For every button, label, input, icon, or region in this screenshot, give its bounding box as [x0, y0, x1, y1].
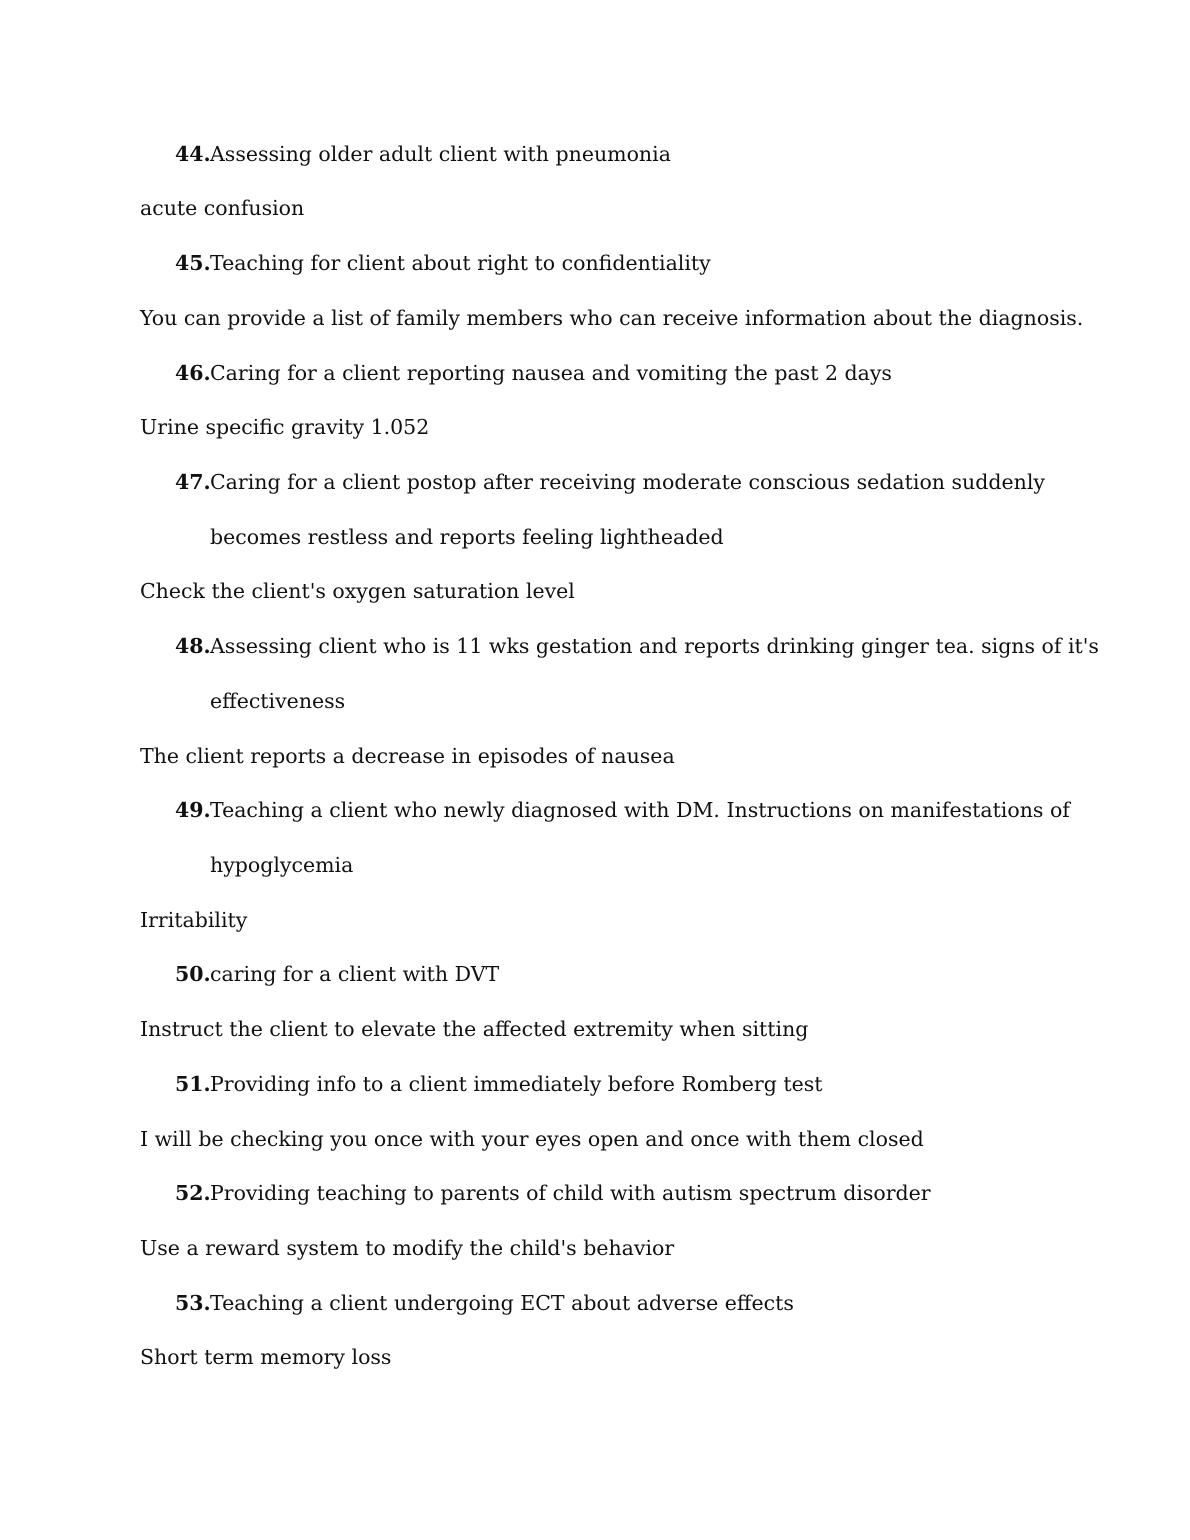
answer-45: You can provide a list of family members who can receive information about the diagnosis.	[140, 306, 1084, 330]
answer-46: Urine specific gravity 1.052	[140, 415, 430, 439]
question-number: 51.	[175, 1072, 211, 1096]
question-48	[175, 632, 1099, 660]
question-49	[175, 796, 1070, 824]
answer-48: The client reports a decrease in episodes of nausea	[140, 744, 675, 768]
question-number: 44.	[175, 142, 211, 166]
question-49-continuation: hypoglycemia	[210, 853, 354, 877]
question-53	[175, 1289, 794, 1317]
answer-47: Check the client's oxygen saturation level	[140, 579, 575, 603]
question-text: caring for a client with DVT	[210, 962, 500, 986]
question-number: 49.	[175, 798, 211, 822]
question-text: Providing teaching to parents of child with autism spectrum disorder	[210, 1181, 931, 1205]
question-48-continuation: effectiveness	[210, 689, 346, 713]
question-52	[175, 1179, 931, 1207]
question-text: Caring for a client postop after receiving moderate conscious sedation suddenly	[210, 470, 1045, 494]
answer-53: Short term memory loss	[140, 1345, 392, 1369]
question-number: 45.	[175, 251, 211, 275]
question-number: 46.	[175, 361, 211, 385]
question-text: Teaching for client about right to confidentiality	[210, 251, 711, 275]
answer-51: I will be checking you once with your eyes open and once with them closed	[140, 1127, 924, 1151]
question-text: Assessing client who is 11 wks gestation and reports drinking ginger tea. signs of it's	[210, 634, 1099, 658]
question-text: Teaching a client undergoing ECT about adverse effects	[210, 1291, 794, 1315]
question-51	[175, 1070, 822, 1098]
question-text: Teaching a client who newly diagnosed with DM. Instructions on manifestations of	[210, 798, 1070, 822]
question-number: 50.	[175, 962, 211, 986]
answer-49: Irritability	[140, 908, 248, 932]
question-number: 53.	[175, 1291, 211, 1315]
answer-50: Instruct the client to elevate the affected extremity when sitting	[140, 1017, 809, 1041]
question-46	[175, 359, 892, 387]
question-number: 48.	[175, 634, 211, 658]
question-50	[175, 960, 499, 988]
question-47	[175, 468, 1045, 496]
question-number: 52.	[175, 1181, 211, 1205]
answer-52: Use a reward system to modify the child's behavior	[140, 1236, 675, 1260]
question-45	[175, 249, 711, 277]
answer-44: acute confusion	[140, 196, 305, 220]
question-text: Assessing older adult client with pneumonia	[210, 142, 671, 166]
question-44	[175, 140, 671, 168]
question-text: Providing info to a client immediately before Romberg test	[210, 1072, 823, 1096]
question-47-continuation: becomes restless and reports feeling lightheaded	[210, 525, 724, 549]
question-text: Caring for a client reporting nausea and vomiting the past 2 days	[210, 361, 892, 385]
question-number: 47.	[175, 470, 211, 494]
